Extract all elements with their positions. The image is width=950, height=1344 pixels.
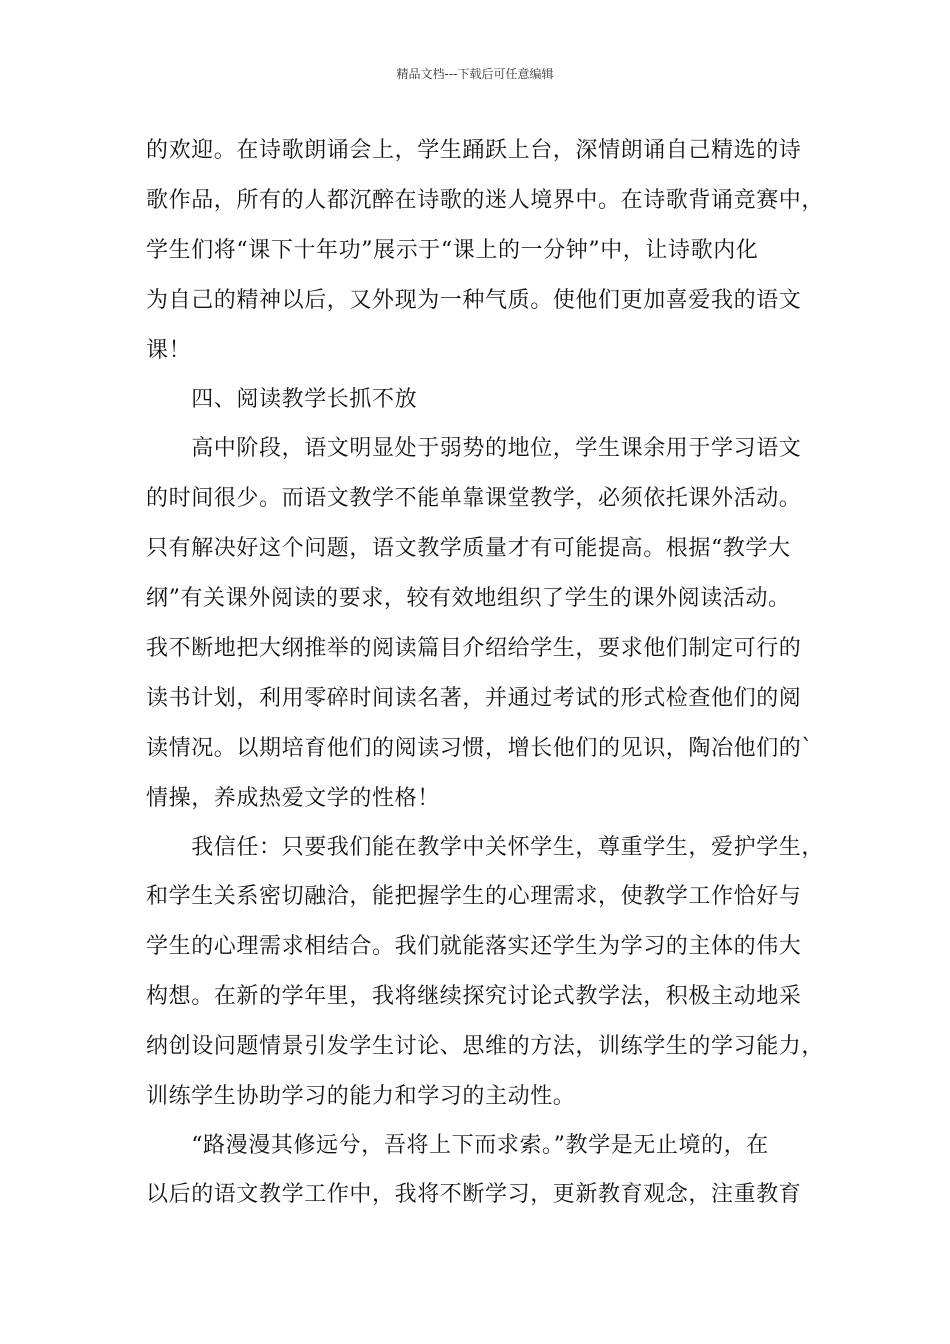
body-line: “路漫漫其修远兮，吾将上下而求索。”教学是无止境的，在 — [146, 1133, 769, 1158]
body-line: 学生们将“课下十年功”展示于“课上的一分钟”中，让诗歌内化 — [146, 238, 759, 263]
section-heading: 四、阅读教学长抓不放 — [146, 387, 418, 412]
body-line: 情操，养成热爱文学的性格！ — [146, 786, 440, 811]
body-line: 和学生关系密切融洽，能把握学生的心理需求，使教学工作恰好与 — [146, 884, 802, 909]
body-line: 学生的心理需求相结合。我们就能落实还学生为学习的主体的伟大 — [146, 934, 802, 959]
body-line: 训练学生协助学习的能力和学习的主动性。 — [146, 1084, 576, 1109]
body-line: 我信任：只要我们能在教学中关怀学生，尊重学生，爱护学生， — [146, 835, 825, 860]
body-line: 高中阶段，语文明显处于弱势的地位，学生课余用于学习语文 — [146, 436, 802, 461]
body-line: 构想。在新的学年里，我将继续探究讨论式教学法，积极主动地采 — [146, 984, 802, 1009]
page-header: 精品文档---下载后可任意编辑 — [396, 67, 554, 81]
body-line: 纳创设问题情景引发学生讨论、思维的方法，训练学生的学习能力， — [146, 1034, 825, 1059]
body-line: 课！ — [146, 338, 192, 363]
body-line: 只有解决好这个问题，语文教学质量才有可能提高。根据“教学大 — [146, 536, 791, 561]
body-line: 为自己的精神以后，又外现为一种气质。使他们更加喜爱我的语文 — [146, 288, 802, 313]
body-line: 以后的语文教学工作中，我将不断学习，更新教育观念，注重教育 — [146, 1182, 802, 1207]
body-line: 我不断地把大纲推举的阅读篇目介绍给学生，要求他们制定可行的 — [146, 636, 802, 661]
body-line: 纲”有关课外阅读的要求，较有效地组织了学生的课外阅读活动。 — [146, 586, 791, 611]
body-line: 歌作品，所有的人都沉醉在诗歌的迷人境界中。在诗歌背诵竞赛中， — [146, 188, 825, 213]
body-line: 读情况。以期培育他们的阅读习惯，增长他们的见识，陶冶他们的` — [146, 736, 814, 761]
body-line: 的欢迎。在诗歌朗诵会上，学生踊跃上台，深情朗诵自己精选的诗 — [146, 138, 802, 163]
body-line: 读书计划，利用零碎时间读名著，并通过考试的形式检查他们的阅 — [146, 686, 802, 711]
body-line: 的时间很少。而语文教学不能单靠课堂教学，必须依托课外活动。 — [146, 486, 802, 511]
